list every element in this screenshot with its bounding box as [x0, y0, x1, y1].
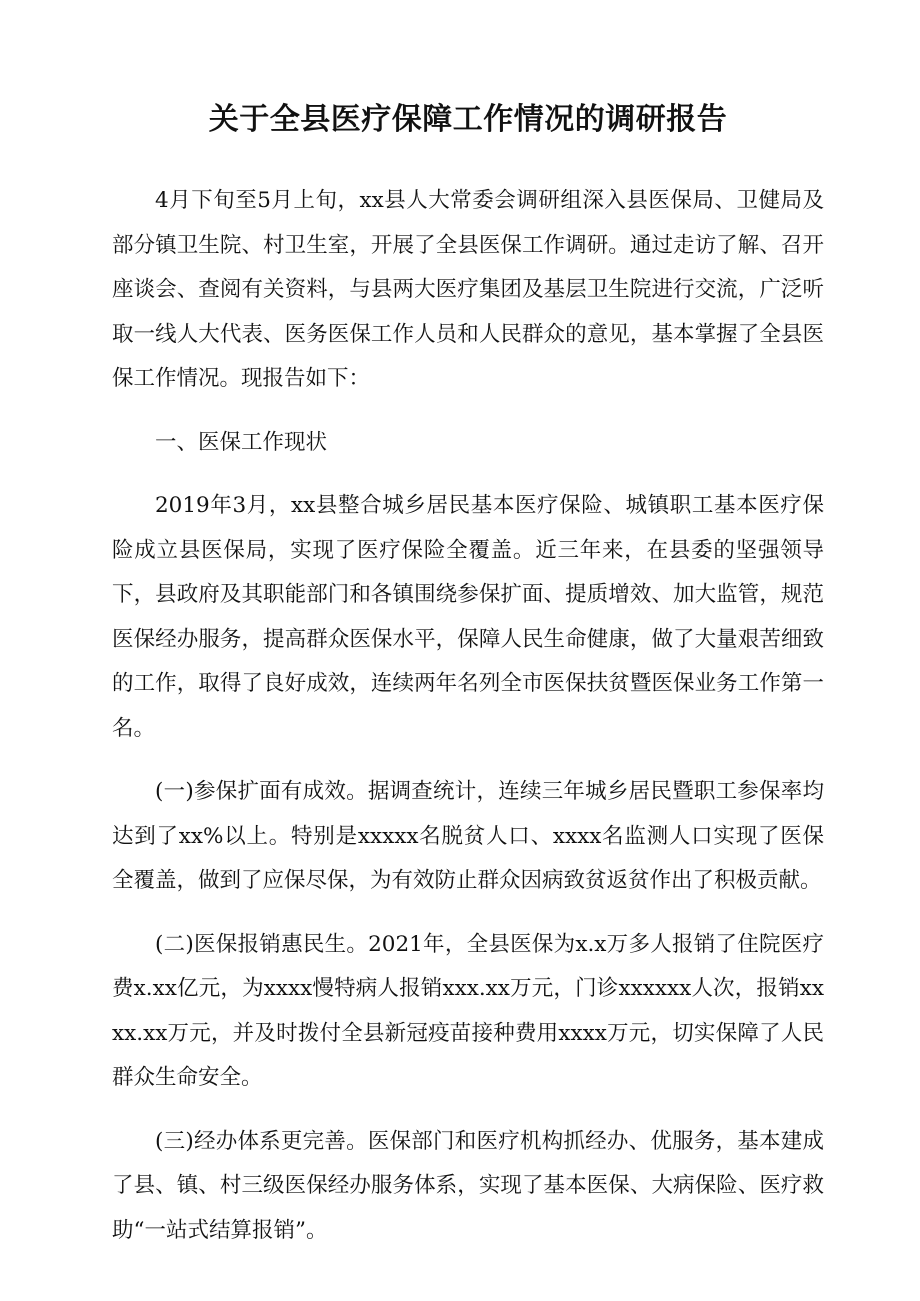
status-paragraph: 2019年3月，xx县整合城乡居民基本医疗保险、城镇职工基本医疗保险成立县医保局，实现了医疗保险全覆盖。近三年来，在县委的坚强领导下，县政府及其职能部门和各镇围绕参保扩面、提质增效、加大监管，规范医保经办服务，提高群众医保水平，保障人民生命健康，做了大量艰苦细致的工作，取得了良好成效，连续两年名列全市医保扶贫暨医保业务工作第一名。: [112, 493, 824, 741]
intro-paragraph: 4月下旬至5月上旬，xx县人大常委会调研组深入县医保局、卫健局及部分镇卫生院、村卫生室，开展了全县医保工作调研。通过走访了解、召开座谈会、查阅有关资料，与县两大医疗集团及基层卫生院进行交流，广泛听取一线人大代表、医务医保工作人员和人民群众的意见，基本掌握了全县医保工作情况。现报告如下：: [112, 188, 824, 391]
subsection-reimbursement: (二)医保报销惠民生。2021年，全县医保为x.x万多人报销了住院医疗费x.xx亿元，为xxxx慢特病人报销xxx.xx万元，门诊xxxxxx人次，报销xxxx.xx万元，并及时拨付全县新冠疫苗接种费用xxxx万元，切实保障了人民群众生命安全。: [112, 931, 824, 1090]
subsection-enrollment: (一)参保扩面有成效。据调查统计，连续三年城乡居民暨职工参保率均达到了xx%以上。特别是xxxxx名脱贫人口、xxxx名监测人口实现了医保全覆盖，做到了应保尽保，为有效防止群众因病致贫返贫作出了积极贡献。: [112, 779, 824, 893]
document-title: 关于全县医疗保障工作情况的调研报告: [208, 102, 728, 137]
section-heading: 一、医保工作现状: [155, 429, 328, 455]
subsection-service-system: (三)经办体系更完善。医保部门和医疗机构抓经办、优服务，基本建成了县、镇、村三级医保经办服务体系，实现了基本医保、大病保险、医疗救助“一站式结算报销”。: [112, 1128, 824, 1243]
